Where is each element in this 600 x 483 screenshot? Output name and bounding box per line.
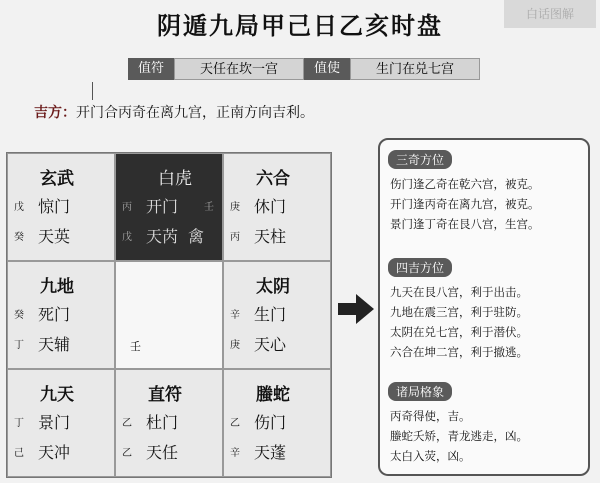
door-label: 杜门 (146, 413, 179, 432)
siji-line: 太阴在兑七宫，利于潜伏。 (390, 325, 528, 339)
star-lower-right: 禽 (188, 227, 205, 246)
palace-xunwu (7, 153, 115, 261)
star-label: 天英 (38, 227, 71, 246)
siji-line: 九天在艮八宫，利于出击。 (390, 285, 528, 299)
door-label: 伤门 (254, 413, 287, 432)
star-label: 天柱 (254, 227, 287, 246)
zhifu-bar (128, 58, 480, 80)
geju-line: 丙奇得使，吉。 (390, 409, 471, 423)
section-siji-title: 四吉方位 (388, 258, 452, 277)
deity-label: 白虎 (158, 169, 192, 189)
deity-label: 螣蛇 (256, 385, 290, 405)
deity-label: 太阴 (256, 277, 290, 297)
door-label: 死门 (38, 305, 71, 324)
sanqi-line: 景门逢丁奇在艮八宫，生宫。 (390, 217, 540, 231)
stem-upper-right: 壬 (204, 202, 215, 213)
stem-upper: 癸 (14, 310, 24, 321)
watermark-logo: 白话图解 (504, 0, 596, 28)
door-label: 开门 (146, 197, 179, 216)
deity-label: 九地 (40, 277, 74, 297)
palace-taiyin (223, 261, 331, 369)
palace-jiutian (7, 369, 115, 477)
sanqi-line: 伤门逢乙奇在乾六宫，被克。 (390, 177, 540, 191)
zhishi-value: 生门在兑七宫 (350, 58, 480, 80)
section-sanqi-title: 三奇方位 (388, 150, 452, 169)
star-label: 天任 (146, 443, 179, 462)
palace-baihu (115, 153, 223, 261)
siji-line: 六合在坤二宫，利于撤逃。 (390, 345, 528, 359)
star-label: 天心 (254, 335, 287, 354)
qimen-grid (6, 152, 332, 478)
center-stem: 壬 (130, 340, 141, 353)
stem-upper: 乙 (122, 418, 132, 429)
palace-liuhe (223, 153, 331, 261)
sanqi-line: 开门逢丙奇在离九宫，被克。 (390, 197, 540, 211)
stem-upper: 戊 (14, 202, 24, 213)
geju-line: 太白入荧，凶。 (390, 449, 471, 463)
stem-lower: 庚 (230, 340, 240, 351)
deity-label: 直符 (148, 385, 182, 405)
zhifu-label: 值符 (128, 58, 174, 80)
star-label: 天蓬 (254, 443, 287, 462)
stem-upper: 丙 (122, 202, 132, 213)
stem-upper: 辛 (230, 310, 240, 321)
stem-lower: 己 (14, 448, 24, 459)
door-label: 景门 (38, 413, 71, 432)
palace-jiudi (7, 261, 115, 369)
stem-lower: 癸 (14, 232, 24, 243)
siji-line: 九地在震三宫，利于驻防。 (390, 305, 528, 319)
palace-center (115, 261, 223, 369)
stem-upper: 乙 (230, 418, 240, 429)
page-title: 阴遁九局甲己日乙亥时盘 (157, 12, 443, 40)
arrow-right-icon (338, 294, 374, 324)
star-label: 天芮 (146, 227, 179, 246)
stem-lower: 乙 (122, 448, 132, 459)
stem-lower: 丙 (230, 232, 240, 243)
section-geju-title: 诸局格象 (388, 382, 452, 401)
jifang-text: 开门合丙奇在离九宫，正南方向吉利。 (76, 105, 314, 121)
stem-lower: 戊 (122, 232, 132, 243)
jifang-head: 吉方： (34, 105, 76, 121)
door-label: 生门 (254, 305, 287, 324)
jifang-note (34, 102, 314, 122)
stem-lower: 辛 (230, 448, 240, 459)
analysis-panel (378, 138, 590, 476)
stem-lower: 丁 (14, 340, 24, 351)
deity-label: 玄武 (40, 169, 74, 189)
zhishi-label: 值使 (304, 58, 350, 80)
zhifu-value: 天任在坎一宫 (174, 58, 304, 80)
door-label: 惊门 (38, 197, 71, 216)
deity-label: 六合 (256, 169, 290, 189)
stem-upper: 丁 (14, 418, 24, 429)
star-label: 天冲 (38, 443, 71, 462)
deity-label: 九天 (40, 385, 74, 405)
palace-tengshe (223, 369, 331, 477)
geju-line: 螣蛇夭矫，青龙逃走，凶。 (390, 429, 528, 443)
door-label: 休门 (254, 197, 287, 216)
star-label: 天辅 (38, 335, 71, 354)
stem-upper: 庚 (230, 202, 240, 213)
connector-line (92, 82, 93, 100)
palace-zhifu (115, 369, 223, 477)
